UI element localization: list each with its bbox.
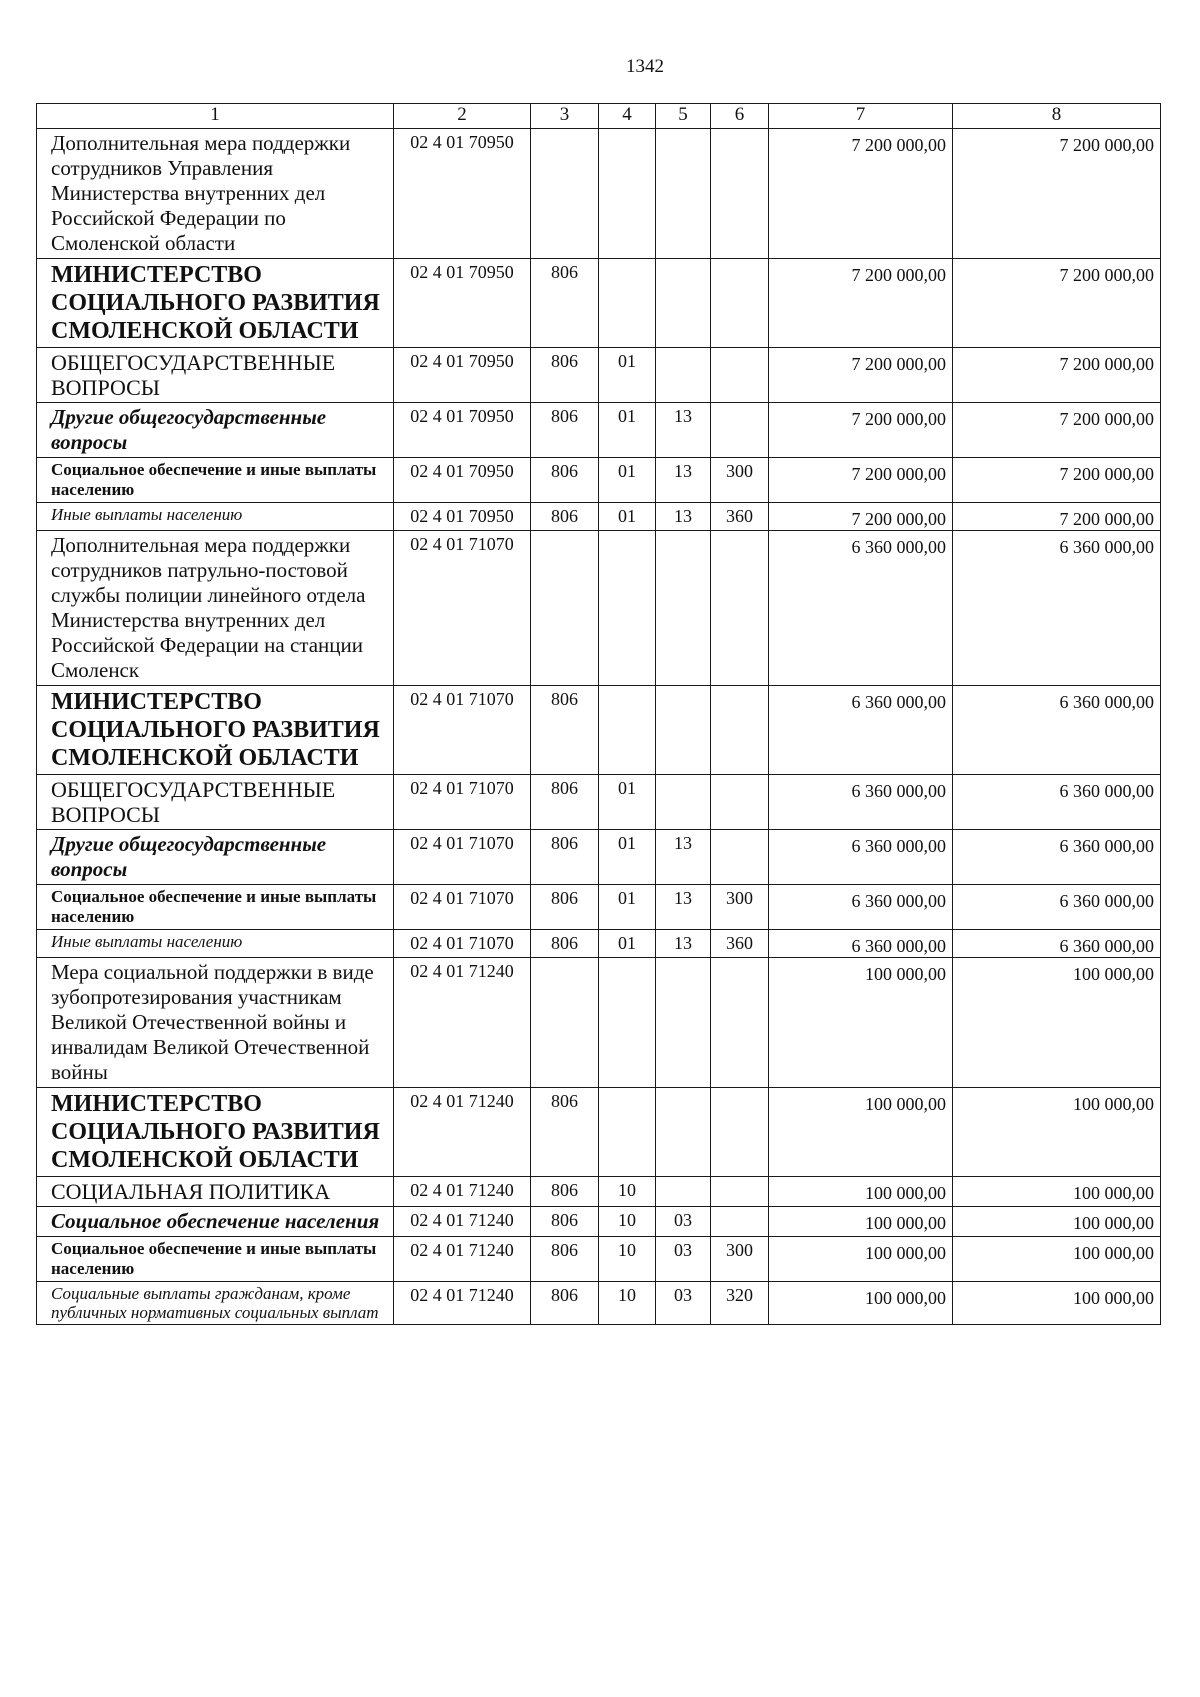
amount-col8-cell: 7 200 000,00 <box>953 503 1161 531</box>
column-header: 4 <box>599 104 656 129</box>
ministry-code-cell <box>531 958 599 1088</box>
expense-type-cell: 360 <box>711 503 769 531</box>
subsection-code-cell: 03 <box>656 1207 711 1237</box>
subsection-code-cell <box>656 1088 711 1177</box>
amount-col7-cell: 6 360 000,00 <box>769 531 953 686</box>
ministry-code-cell: 806 <box>531 775 599 830</box>
column-header: 1 <box>37 104 394 129</box>
target-code-cell: 02 4 01 71070 <box>394 686 531 775</box>
amount-col7-cell: 6 360 000,00 <box>769 775 953 830</box>
amount-col7-cell: 7 200 000,00 <box>769 259 953 348</box>
subsection-code-cell: 13 <box>656 458 711 503</box>
row-name-cell: Другие общегосударственные вопросы <box>37 403 394 458</box>
amount-col8-cell: 6 360 000,00 <box>953 775 1161 830</box>
target-code-cell: 02 4 01 70950 <box>394 458 531 503</box>
target-code-cell: 02 4 01 71240 <box>394 958 531 1088</box>
table-row <box>37 885 1161 930</box>
table-row <box>37 259 1161 348</box>
section-code-cell <box>599 259 656 348</box>
subsection-code-cell <box>656 259 711 348</box>
table-row <box>37 830 1161 885</box>
amount-col7-cell: 7 200 000,00 <box>769 403 953 458</box>
ministry-code-cell: 806 <box>531 885 599 930</box>
target-code-cell: 02 4 01 71240 <box>394 1207 531 1237</box>
row-name-cell: МИНИСТЕРСТВО СОЦИАЛЬНОГО РАЗВИТИЯ СМОЛЕНСКОЙ ОБЛАСТИ <box>37 686 394 775</box>
expense-type-cell: 300 <box>711 1237 769 1282</box>
section-code-cell: 10 <box>599 1177 656 1207</box>
target-code-cell: 02 4 01 70950 <box>394 259 531 348</box>
amount-col8-cell: 6 360 000,00 <box>953 885 1161 930</box>
target-code-cell: 02 4 01 70950 <box>394 129 531 259</box>
target-code-cell: 02 4 01 70950 <box>394 348 531 403</box>
row-name-cell: Социальное обеспечение населения <box>37 1207 394 1237</box>
target-code-cell: 02 4 01 71070 <box>394 531 531 686</box>
ministry-code-cell: 806 <box>531 1237 599 1282</box>
amount-col7-cell: 6 360 000,00 <box>769 830 953 885</box>
expense-type-cell <box>711 830 769 885</box>
table-row <box>37 1177 1161 1207</box>
target-code-cell: 02 4 01 71070 <box>394 885 531 930</box>
amount-col8-cell: 100 000,00 <box>953 1282 1161 1325</box>
expense-type-cell: 300 <box>711 885 769 930</box>
expense-type-cell <box>711 775 769 830</box>
ministry-code-cell: 806 <box>531 1088 599 1177</box>
column-header: 5 <box>656 104 711 129</box>
amount-col7-cell: 7 200 000,00 <box>769 503 953 531</box>
amount-col8-cell: 6 360 000,00 <box>953 930 1161 958</box>
amount-col8-cell: 6 360 000,00 <box>953 830 1161 885</box>
header-row <box>37 104 1161 129</box>
expense-type-cell: 320 <box>711 1282 769 1325</box>
section-code-cell: 01 <box>599 930 656 958</box>
row-name-cell: Социальное обеспечение и иные выплаты населению <box>37 458 394 503</box>
amount-col7-cell: 7 200 000,00 <box>769 458 953 503</box>
amount-col7-cell: 6 360 000,00 <box>769 930 953 958</box>
target-code-cell: 02 4 01 70950 <box>394 503 531 531</box>
ministry-code-cell: 806 <box>531 1177 599 1207</box>
ministry-code-cell <box>531 129 599 259</box>
subsection-code-cell <box>656 531 711 686</box>
amount-col7-cell: 100 000,00 <box>769 1237 953 1282</box>
section-code-cell: 10 <box>599 1237 656 1282</box>
section-code-cell <box>599 1088 656 1177</box>
amount-col7-cell: 100 000,00 <box>769 1177 953 1207</box>
table-row <box>37 503 1161 531</box>
section-code-cell <box>599 531 656 686</box>
target-code-cell: 02 4 01 71070 <box>394 775 531 830</box>
amount-col8-cell: 100 000,00 <box>953 958 1161 1088</box>
table-row <box>37 686 1161 775</box>
amount-col8-cell: 100 000,00 <box>953 1237 1161 1282</box>
ministry-code-cell: 806 <box>531 830 599 885</box>
row-name-cell: Социальные выплаты гражданам, кроме публичных нормативных социальных выплат <box>37 1282 394 1325</box>
section-code-cell: 01 <box>599 503 656 531</box>
subsection-code-cell <box>656 686 711 775</box>
row-name-cell: МИНИСТЕРСТВО СОЦИАЛЬНОГО РАЗВИТИЯ СМОЛЕНСКОЙ ОБЛАСТИ <box>37 1088 394 1177</box>
subsection-code-cell: 03 <box>656 1282 711 1325</box>
table-row <box>37 458 1161 503</box>
expense-type-cell <box>711 958 769 1088</box>
amount-col8-cell: 7 200 000,00 <box>953 403 1161 458</box>
row-name-cell: Социальное обеспечение и иные выплаты населению <box>37 885 394 930</box>
amount-col7-cell: 100 000,00 <box>769 1282 953 1325</box>
column-header: 8 <box>953 104 1161 129</box>
table-row <box>37 1237 1161 1282</box>
expense-type-cell <box>711 1088 769 1177</box>
ministry-code-cell: 806 <box>531 403 599 458</box>
amount-col8-cell: 100 000,00 <box>953 1207 1161 1237</box>
expense-type-cell: 300 <box>711 458 769 503</box>
section-code-cell <box>599 958 656 1088</box>
column-header: 7 <box>769 104 953 129</box>
section-code-cell <box>599 686 656 775</box>
row-name-cell: Дополнительная мера поддержки сотрудников патрульно-постовой службы полиции линейного отдела Министерства внутренних дел Российской Федерации на станции Смоленск <box>37 531 394 686</box>
ministry-code-cell <box>531 531 599 686</box>
subsection-code-cell <box>656 348 711 403</box>
amount-col7-cell: 7 200 000,00 <box>769 129 953 259</box>
table-row <box>37 403 1161 458</box>
amount-col8-cell: 7 200 000,00 <box>953 129 1161 259</box>
amount-col7-cell: 100 000,00 <box>769 958 953 1088</box>
budget-table <box>36 103 1161 1325</box>
amount-col7-cell: 100 000,00 <box>769 1207 953 1237</box>
amount-col8-cell: 7 200 000,00 <box>953 348 1161 403</box>
subsection-code-cell <box>656 1177 711 1207</box>
ministry-code-cell: 806 <box>531 503 599 531</box>
target-code-cell: 02 4 01 71240 <box>394 1282 531 1325</box>
amount-col8-cell: 100 000,00 <box>953 1088 1161 1177</box>
column-header: 6 <box>711 104 769 129</box>
expense-type-cell <box>711 403 769 458</box>
section-code-cell: 10 <box>599 1207 656 1237</box>
amount-col8-cell: 6 360 000,00 <box>953 531 1161 686</box>
target-code-cell: 02 4 01 71070 <box>394 930 531 958</box>
expense-type-cell <box>711 348 769 403</box>
table-row <box>37 775 1161 830</box>
section-code-cell: 01 <box>599 885 656 930</box>
row-name-cell: Дополнительная мера поддержки сотрудников Управления Министерства внутренних дел Российской Федерации по Смоленской области <box>37 129 394 259</box>
table-row <box>37 348 1161 403</box>
amount-col7-cell: 100 000,00 <box>769 1088 953 1177</box>
amount-col8-cell: 7 200 000,00 <box>953 259 1161 348</box>
page-number: 1342 <box>626 56 664 77</box>
table-row <box>37 1282 1161 1325</box>
section-code-cell: 01 <box>599 458 656 503</box>
subsection-code-cell: 13 <box>656 885 711 930</box>
ministry-code-cell: 806 <box>531 1207 599 1237</box>
table-row <box>37 531 1161 686</box>
row-name-cell: СОЦИАЛЬНАЯ ПОЛИТИКА <box>37 1177 394 1207</box>
subsection-code-cell: 03 <box>656 1237 711 1282</box>
target-code-cell: 02 4 01 71240 <box>394 1237 531 1282</box>
subsection-code-cell: 13 <box>656 830 711 885</box>
row-name-cell: Иные выплаты населению <box>37 503 394 531</box>
section-code-cell <box>599 129 656 259</box>
table-row <box>37 1207 1161 1237</box>
ministry-code-cell: 806 <box>531 1282 599 1325</box>
ministry-code-cell: 806 <box>531 458 599 503</box>
ministry-code-cell: 806 <box>531 348 599 403</box>
row-name-cell: ОБЩЕГОСУДАРСТВЕННЫЕ ВОПРОСЫ <box>37 775 394 830</box>
subsection-code-cell <box>656 775 711 830</box>
row-name-cell: Иные выплаты населению <box>37 930 394 958</box>
subsection-code-cell: 13 <box>656 403 711 458</box>
amount-col8-cell: 7 200 000,00 <box>953 458 1161 503</box>
subsection-code-cell <box>656 958 711 1088</box>
row-name-cell: ОБЩЕГОСУДАРСТВЕННЫЕ ВОПРОСЫ <box>37 348 394 403</box>
table-row <box>37 1088 1161 1177</box>
column-header: 2 <box>394 104 531 129</box>
row-name-cell: Социальное обеспечение и иные выплаты населению <box>37 1237 394 1282</box>
expense-type-cell <box>711 686 769 775</box>
expense-type-cell <box>711 259 769 348</box>
section-code-cell: 01 <box>599 348 656 403</box>
subsection-code-cell <box>656 129 711 259</box>
ministry-code-cell: 806 <box>531 686 599 775</box>
section-code-cell: 10 <box>599 1282 656 1325</box>
amount-col7-cell: 6 360 000,00 <box>769 885 953 930</box>
amount-col8-cell: 6 360 000,00 <box>953 686 1161 775</box>
expense-type-cell: 360 <box>711 930 769 958</box>
table-row <box>37 129 1161 259</box>
ministry-code-cell: 806 <box>531 930 599 958</box>
row-name-cell: Другие общегосударственные вопросы <box>37 830 394 885</box>
row-name-cell: МИНИСТЕРСТВО СОЦИАЛЬНОГО РАЗВИТИЯ СМОЛЕНСКОЙ ОБЛАСТИ <box>37 259 394 348</box>
table-row <box>37 958 1161 1088</box>
amount-col7-cell: 6 360 000,00 <box>769 686 953 775</box>
column-header: 3 <box>531 104 599 129</box>
subsection-code-cell: 13 <box>656 930 711 958</box>
section-code-cell: 01 <box>599 830 656 885</box>
expense-type-cell <box>711 1177 769 1207</box>
expense-type-cell <box>711 129 769 259</box>
table-row <box>37 930 1161 958</box>
target-code-cell: 02 4 01 70950 <box>394 403 531 458</box>
target-code-cell: 02 4 01 71070 <box>394 830 531 885</box>
expense-type-cell <box>711 531 769 686</box>
amount-col8-cell: 100 000,00 <box>953 1177 1161 1207</box>
target-code-cell: 02 4 01 71240 <box>394 1088 531 1177</box>
section-code-cell: 01 <box>599 403 656 458</box>
expense-type-cell <box>711 1207 769 1237</box>
target-code-cell: 02 4 01 71240 <box>394 1177 531 1207</box>
ministry-code-cell: 806 <box>531 259 599 348</box>
subsection-code-cell: 13 <box>656 503 711 531</box>
section-code-cell: 01 <box>599 775 656 830</box>
row-name-cell: Мера социальной поддержки в виде зубопротезирования участникам Великой Отечественной войны и инвалидам Великой Отечественной войны <box>37 958 394 1088</box>
amount-col7-cell: 7 200 000,00 <box>769 348 953 403</box>
